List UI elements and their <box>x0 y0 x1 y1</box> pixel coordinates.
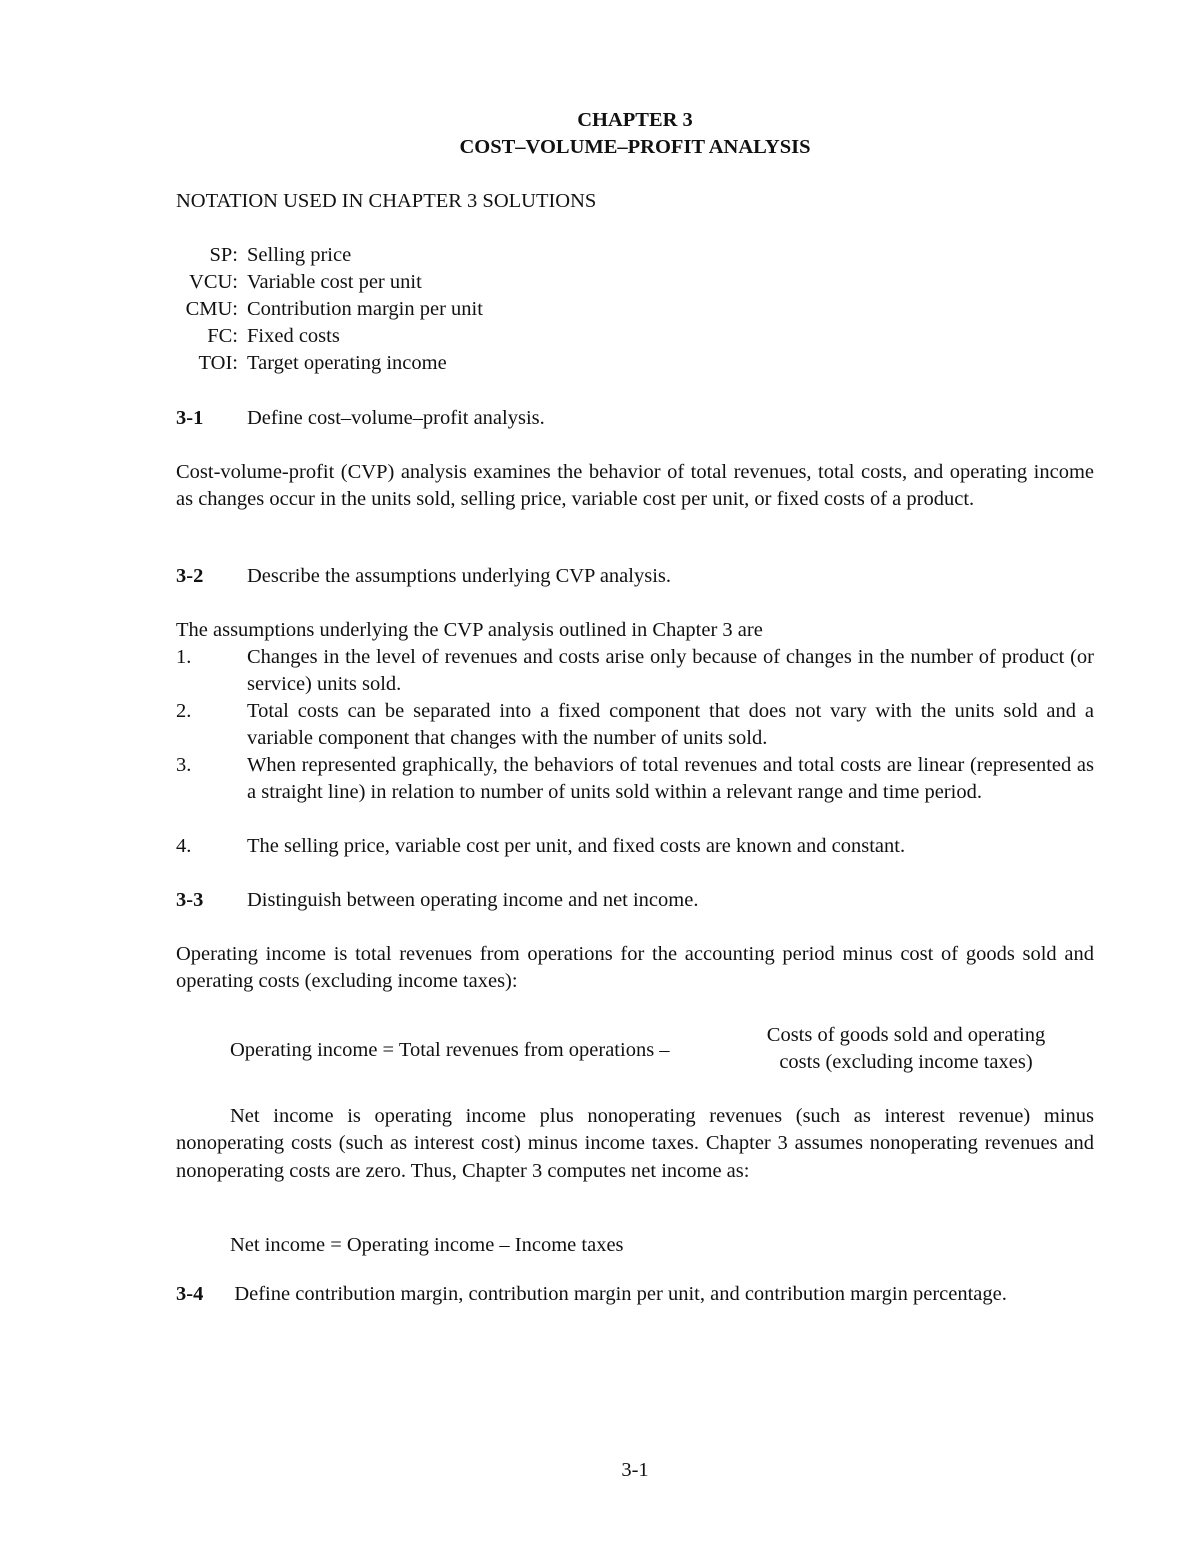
assumptions-intro: The assumptions underlying the CVP analysis outlined in Chapter 3 are <box>176 619 763 641</box>
question-number: 3-3 <box>176 889 204 911</box>
question-3-4 <box>176 1281 1094 1308</box>
question-number: 3-4 <box>176 1283 204 1305</box>
question-text: Describe the assumptions underlying CVP analysis. <box>247 565 671 587</box>
list-text: Changes in the level of revenues and costs arise only because of changes in the number of product (or service) units sold. <box>247 646 1094 695</box>
page-number: 3-1 <box>621 1459 649 1481</box>
notation-heading: NOTATION USED IN CHAPTER 3 SOLUTIONS <box>176 190 597 212</box>
answer-3-3: Operating income is total revenues from operations for the accounting period minus cost of goods sold and operating costs (excluding income taxes): <box>176 943 1094 993</box>
question-number: 3-2 <box>176 565 204 587</box>
notation-definition: Selling price <box>247 244 352 266</box>
operating-income-formula <box>230 1022 1070 1078</box>
notation-definition: Variable cost per unit <box>247 271 422 293</box>
question-text: Define cost–volume–profit analysis. <box>247 407 545 429</box>
notation-definition: Contribution margin per unit <box>247 298 483 320</box>
list-number: 1. <box>176 646 192 668</box>
question-text: Distinguish between operating income and net income. <box>247 889 699 911</box>
notation-abbr: FC: <box>207 325 238 347</box>
list-text: Total costs can be separated into a fixed component that does not vary with the units sold and a variable component that changes with the number of units sold. <box>247 700 1094 749</box>
formula-right-line-1: Costs of goods sold and operating <box>766 1024 1046 1046</box>
net-income-paragraph: Net income is operating income plus nonoperating revenues (such as interest revenue) minus nonoperating costs (such as interest cost) minus income taxes. Chapter 3 assumes nonoperating revenues and nonoperating costs are zero. Thus, Chapter 3 computes net income as: <box>176 1105 1094 1182</box>
notation-abbr: TOI: <box>198 352 238 374</box>
list-number: 3. <box>176 754 192 776</box>
formula-right-side <box>738 1022 1074 1076</box>
chapter-heading: CHAPTER 3 <box>577 109 693 131</box>
list-text: The selling price, variable cost per unit, and fixed costs are known and constant. <box>247 835 906 857</box>
formula-right-line-2: costs (excluding income taxes) <box>779 1051 1033 1073</box>
net-income-formula: Net income = Operating income – Income taxes <box>230 1234 624 1256</box>
notation-definition: Target operating income <box>247 352 447 374</box>
list-number: 4. <box>176 835 192 857</box>
answer-3-1: Cost-volume-profit (CVP) analysis examines the behavior of total revenues, total costs, and operating income as changes occur in the units sold, selling price, variable cost per unit, or fixed costs of a product. <box>176 461 1094 511</box>
chapter-title: COST–VOLUME–PROFIT ANALYSIS <box>459 136 811 158</box>
notation-abbr: SP: <box>209 244 238 266</box>
question-number: 3-1 <box>176 407 204 429</box>
document-page <box>176 0 1094 1553</box>
notation-abbr: VCU: <box>189 271 238 293</box>
formula-left-side: Operating income = Total revenues from operations – <box>230 1039 670 1061</box>
notation-definition: Fixed costs <box>247 325 340 347</box>
list-number: 2. <box>176 700 192 722</box>
question-text: Define contribution margin, contribution margin per unit, and contribution margin percentage. <box>234 1283 1007 1305</box>
notation-abbr: CMU: <box>185 298 238 320</box>
list-text: When represented graphically, the behaviors of total revenues and total costs are linear (represented as a straight line) in relation to number of units sold within a relevant range and time period. <box>247 754 1094 803</box>
